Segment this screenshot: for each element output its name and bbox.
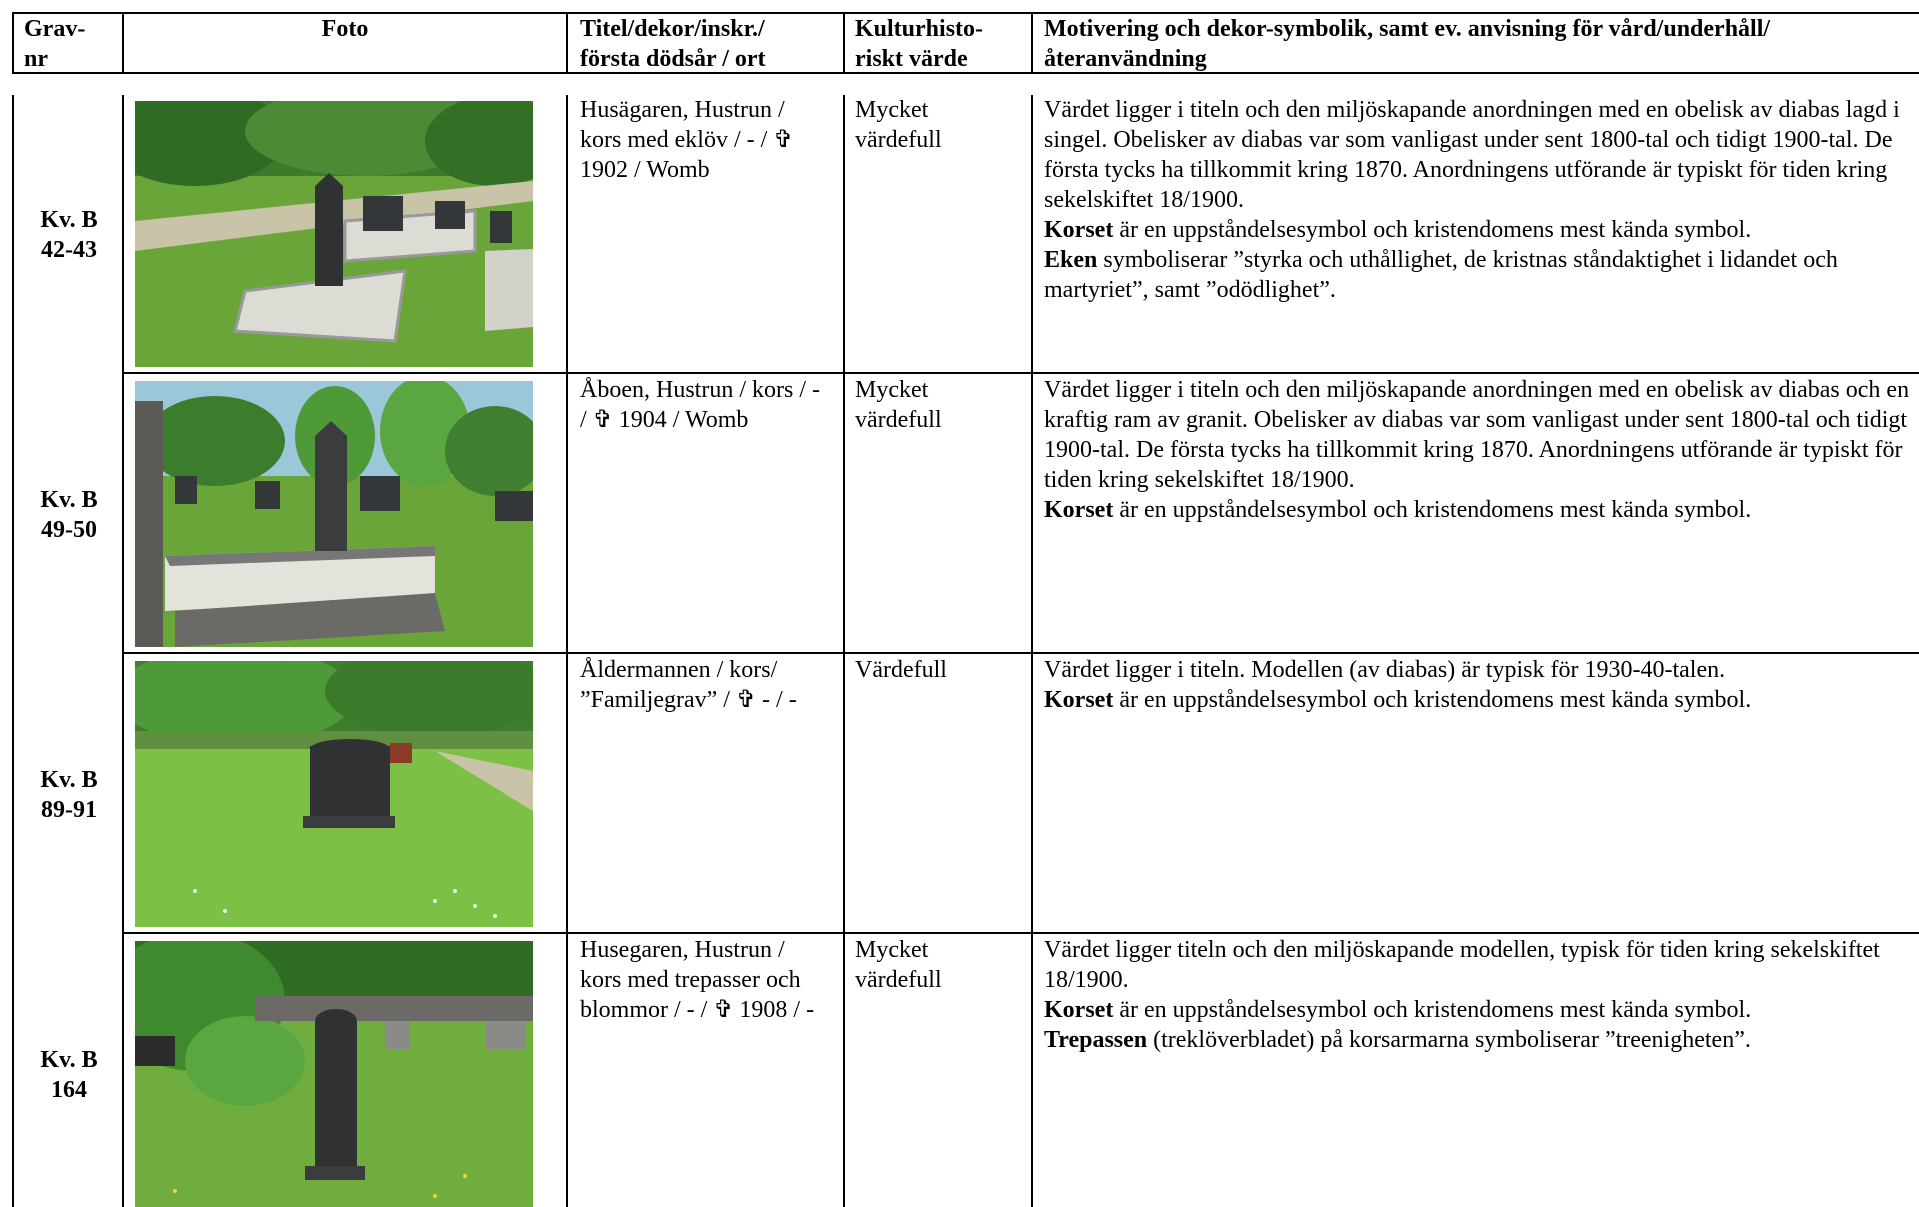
row-divider bbox=[122, 652, 1919, 654]
graveyard-photo bbox=[135, 381, 533, 647]
grav-nr: Kv. B 42-43 bbox=[40, 207, 98, 263]
titel-dekor: Åldermannen / kors/ ”Familjegrav” / ✞ - / - bbox=[580, 657, 797, 713]
column-divider bbox=[843, 95, 845, 1207]
header-foto: Foto bbox=[321, 16, 369, 42]
kulturhistoriskt-varde: Mycket värdefull bbox=[855, 937, 942, 993]
motivering: Värdet ligger titeln och den miljöskapande modellen, typisk för tiden kring sekelskiftet 18/1900. Korset är en uppståndelsesymbol och kristendomens mest kända symbol. Trepassen (treklöverbladet) på korsarmarna symboliserar ”treenigheten”. bbox=[1044, 937, 1880, 1053]
titel-dekor: Åboen, Hustrun / kors / - / ✞ 1904 / Womb bbox=[580, 377, 820, 433]
header-varde: Kulturhisto- riskt värde bbox=[855, 16, 984, 72]
row-divider bbox=[122, 932, 1919, 934]
column-divider bbox=[1031, 95, 1033, 1207]
grav-nr: Kv. B 164 bbox=[40, 1047, 98, 1103]
grav-nr: Kv. B 49-50 bbox=[40, 487, 98, 543]
motivering: Värdet ligger i titeln och den miljöskapande anordningen med en obelisk av diabas lagd i singel. Obelisker av diabas var som vanligast under sent 1800-tal och tidigt 1900-tal. De första tycks ha tillkommit kring 1870. Anordningens utförande är typiskt för tiden kring sekelskiftet 18/1900. Korset är en uppståndelsesymbol och kristendomens mest kända symbol. Eken symboliserar ”styrka och uthållighet, de kristnas ståndaktighet i lidandet och martyriet”, samt ”odödlighet”. bbox=[1044, 97, 1900, 303]
header-divider bbox=[843, 12, 845, 74]
titel-dekor: Husegaren, Hustrun / kors med trepasser och blommor / - / ✞ 1908 / - bbox=[580, 937, 815, 1023]
kulturhistoriskt-varde: Värdefull bbox=[855, 657, 947, 683]
kulturhistoriskt-varde: Mycket värdefull bbox=[855, 377, 942, 433]
graveyard-photo bbox=[135, 101, 533, 367]
header-motivering: Motivering och dekor-symbolik, samt ev. anvisning för vård/underhåll/ återanvändning bbox=[1044, 16, 1771, 72]
motivering: Värdet ligger i titeln. Modellen (av diabas) är typisk för 1930-40-talen. Korset är en uppståndelsesymbol och kristendomens mest kända symbol. bbox=[1044, 657, 1752, 713]
row-divider bbox=[122, 372, 1919, 374]
header-titel: Titel/dekor/inskr./ första dödsår / ort bbox=[580, 16, 766, 72]
grav-nr: Kv. B 89-91 bbox=[40, 767, 98, 823]
graveyard-photo bbox=[135, 661, 533, 927]
header-divider bbox=[566, 12, 568, 74]
header-grav: Grav- nr bbox=[24, 16, 86, 72]
motivering: Värdet ligger i titeln och den miljöskapande anordningen med en obelisk av diabas och en kraftig ram av granit. Obelisker av diabas var som vanligast under sent 1800-tal och tidigt 1900-tal. De första tycks ha tillkommit kring 1870. Anordningens utförande är typiskt för tiden kring sekelskiftet 18/1900. Korset är en uppståndelsesymbol och kristendomens mest kända symbol. bbox=[1044, 377, 1910, 523]
header-left-border bbox=[12, 12, 14, 74]
titel-dekor: Husägaren, Hustrun / kors med eklöv / - / ✞ 1902 / Womb bbox=[580, 97, 794, 183]
column-divider bbox=[566, 95, 568, 1207]
graveyard-photo bbox=[135, 941, 533, 1207]
kulturhistoriskt-varde: Mycket värdefull bbox=[855, 97, 942, 153]
